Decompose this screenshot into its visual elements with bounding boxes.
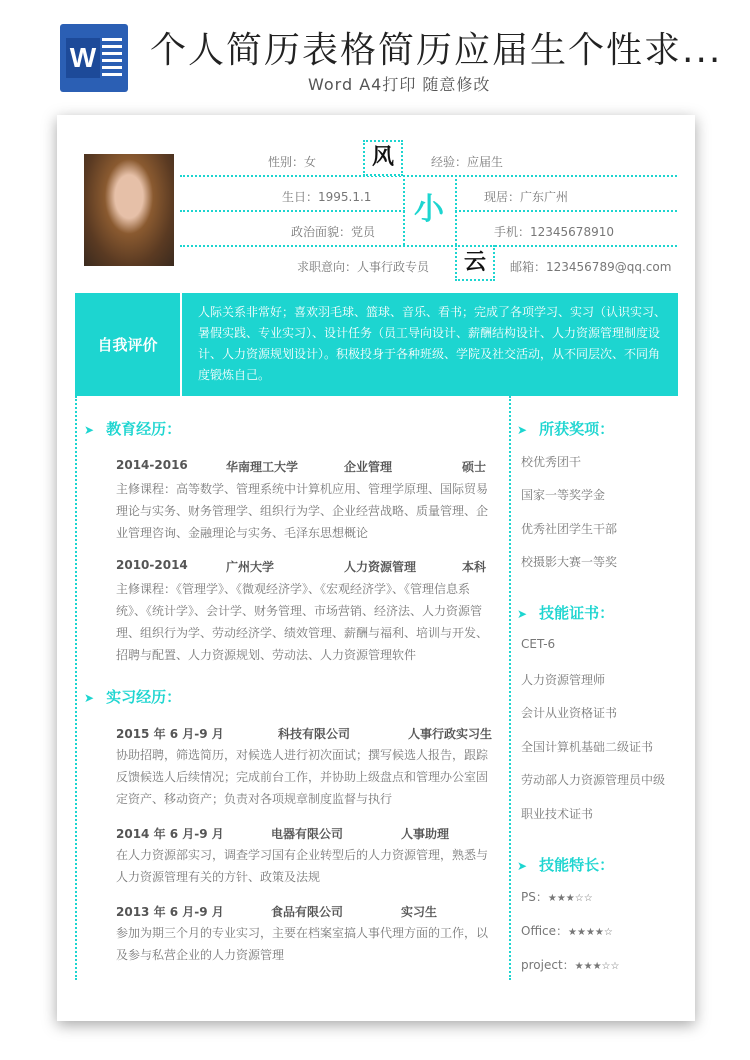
education-row: 2010-2014 广州大学 人力资源管理 本科 — [116, 558, 487, 574]
gender: 性别：女 — [268, 155, 317, 169]
email: 邮箱：123456789@qq.com — [510, 260, 672, 274]
residence: 现居：广东广州 — [484, 190, 569, 204]
award-item: 校优秀团干 — [521, 455, 582, 469]
skill-item: PS：★★★☆☆ — [521, 890, 593, 904]
politics: 政治面貌：党员 — [291, 225, 376, 239]
star-rating: ★★★☆☆ — [547, 893, 593, 904]
award-item: 优秀社团学生干部 — [521, 522, 618, 536]
certs-heading: ➤ 技能证书： — [517, 604, 615, 622]
experience: 经验：应届生 — [431, 155, 504, 169]
self-evaluation-label: 自我评价 — [75, 293, 182, 396]
skill-item: project：★★★☆☆ — [521, 958, 620, 972]
arrow-icon: ➤ — [517, 859, 528, 873]
cert-item: 职业技术证书 — [521, 807, 594, 821]
name-char-2: 小 — [405, 180, 453, 244]
star-rating: ★★★★☆ — [568, 927, 613, 938]
name-char-3: 云 — [455, 245, 495, 281]
award-item: 国家一等奖学金 — [521, 488, 606, 502]
arrow-icon: ➤ — [517, 607, 528, 621]
job-intention: 求职意向：人事行政专员 — [297, 260, 430, 274]
education-courses: 主修课程：《管理学》、《微观经济学》、《宏观经济学》、《管理信息系统》、《统计学》、会计学、财务管理、市场营销、经济法、人力资源管理、组织行为学、劳动经济学、绩效管理、薪酬与福利、培训与开发、招聘与配置、人力资源规划、劳动法、人力资源管理软件 — [116, 582, 489, 662]
skills-heading: ➤ 技能特长： — [517, 856, 615, 874]
internship-row: 2013 年 6 月-9 月 食品有限公司 实习生 — [116, 905, 438, 919]
page-title: 个人简历表格简历应届生个性求... — [150, 30, 723, 71]
internship-desc: 在人力资源部实习，调查学习国有企业转型后的人力资源管理，熟悉与人力资源管理有关的方针、政策及法规 — [116, 848, 489, 884]
arrow-icon: ➤ — [517, 423, 528, 437]
skill-item: Office：★★★★☆ — [521, 924, 613, 938]
self-evaluation-text: 人际关系非常好；喜欢羽毛球、篮球、音乐、看书；完成了各项学习、实习（认识实习、暑假实践、专业实习）、设计任务（员工导向设计、薪酬结构设计、人力资源管理制度设计、人力资源规划设计）。积极投身于各种班级、学院及社交活动，从不同层次、不同角度锻炼自己。 — [198, 305, 667, 382]
internship-desc: 参加为期三个月的专业实习，主要在档案室搞人事代理方面的工作，以及参与私营企业的人力资源管理 — [116, 926, 489, 962]
internship-desc: 协助招聘，筛选简历，对候选人进行初次面试；撰写候选人报告，跟踪反馈候选人后续情况；完成前台工作，并协助上级盘点和管理办公室固定资产、移动资产；负责对各项规章制度监督与执行 — [116, 748, 489, 806]
internship-row: 2014 年 6 月-9 月 电器有限公司 人事助理 — [116, 827, 450, 841]
word-icon: W — [60, 24, 128, 92]
cert-item: 劳动部人力资源管理员中级 — [521, 773, 666, 787]
avatar — [84, 154, 174, 266]
arrow-icon: ➤ — [84, 423, 95, 437]
phone: 手机：12345678910 — [494, 225, 614, 239]
cert-item: 会计从业资格证书 — [521, 706, 618, 720]
education-heading: ➤ 教育经历： — [84, 420, 182, 438]
arrow-icon: ➤ — [84, 691, 95, 705]
cert-item: 人力资源管理师 — [521, 673, 606, 687]
birth: 生日：1995.1.1 — [282, 190, 372, 204]
subtitle: Word A4打印 随意修改 — [308, 75, 491, 94]
education-row: 2014-2016 华南理工大学 企业管理 硕士 — [116, 458, 487, 474]
cert-item: 全国计算机基础二级证书 — [521, 740, 654, 754]
name-char-1: 风 — [363, 140, 403, 176]
internship-row: 2015 年 6 月-9 月 科技有限公司 人事行政实习生 — [116, 727, 493, 741]
award-item: 校摄影大赛一等奖 — [521, 555, 618, 569]
internship-heading: ➤ 实习经历： — [84, 688, 182, 706]
awards-heading: ➤ 所获奖项： — [517, 420, 615, 438]
cert-item: CET-6 — [521, 637, 556, 651]
star-rating: ★★★☆☆ — [574, 961, 620, 972]
education-courses: 主修课程：高等数学、管理系统中计算机应用、管理学原理、国际贸易理论与实务、财务管理学、组织行为学、企业经营战略、质量管理、企业管理咨询、金融理论与实务、毛泽东思想概论 — [116, 482, 489, 540]
